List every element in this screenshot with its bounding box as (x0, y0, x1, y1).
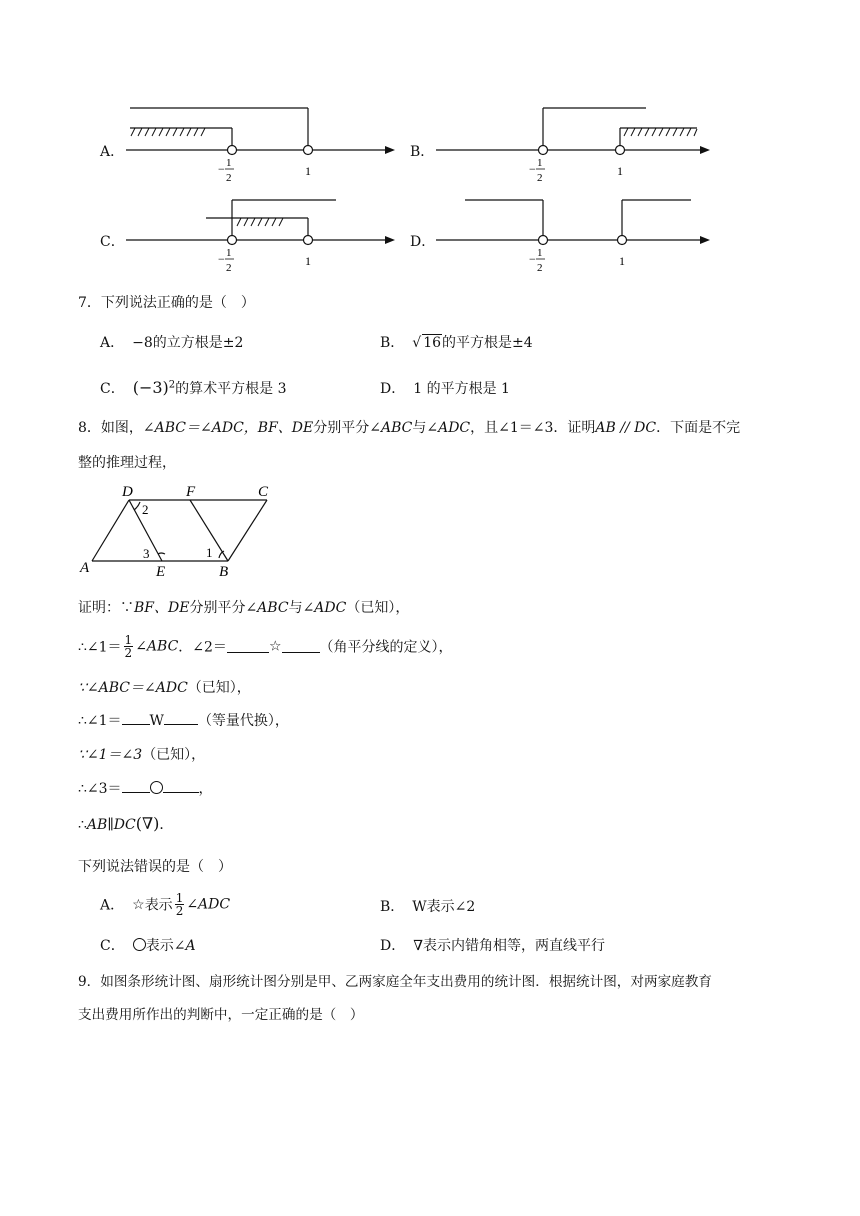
svg-text:2: 2 (537, 262, 543, 274)
number-line-figures (0, 0, 860, 280)
fraction-num: 1 (124, 633, 133, 647)
proof-line-6 (78, 778, 213, 798)
q8-b-label: B． (380, 899, 405, 915)
proof-line-2 (78, 634, 453, 659)
label-c: C (258, 484, 269, 500)
q8-given: ，且∠1＝∠3．证明 (470, 420, 596, 436)
q7-option-b (380, 332, 533, 352)
q8-option-d (380, 935, 605, 955)
q8-angle-abc: ∠ABC (369, 420, 413, 436)
q7-d-label: D． (380, 381, 406, 397)
number-line-d (436, 200, 710, 274)
q7-stem: 7．下列说法正确的是（ ） (78, 295, 255, 311)
blank-2a (227, 640, 269, 653)
q8-stem-tail: ．下面是不完 (656, 420, 741, 436)
q8-a-angle: ∠ADC (186, 896, 231, 913)
tick-a-half-num: 1 (226, 157, 232, 169)
label-f: F (186, 484, 196, 500)
option-c-label: C． (100, 234, 125, 250)
q8-prove-target: AB // DC (595, 420, 657, 436)
svg-text:1: 1 (537, 247, 543, 259)
proof-2-prefix: ∴∠1＝ (78, 639, 122, 656)
q9-line-2: 支出费用所作出的判断中，一定正确的是（ ） (78, 1007, 364, 1023)
label-b: B (219, 564, 229, 580)
circle-symbol-icon (150, 781, 163, 794)
number-line-b (436, 108, 710, 184)
q8-option-a (100, 892, 230, 917)
proof-6-prefix: ∴∠3＝ (78, 781, 122, 797)
proof-7-suffix: ． (159, 817, 174, 833)
q8-d-text: ∇表示内错角相等，两直线平行 (413, 938, 606, 954)
w-symbol: W (149, 713, 164, 729)
q8-bisect-word: 分别平分 (313, 420, 370, 436)
svg-text:−: − (218, 162, 225, 176)
star-symbol: ☆ (268, 638, 282, 655)
tick-a-one: 1 (305, 164, 311, 178)
q8-stem-line1 (78, 417, 740, 437)
proof-line-4 (78, 710, 289, 730)
proof-line-7 (78, 814, 173, 834)
q8-question: 下列说法错误的是（ ） (78, 859, 232, 875)
option-d-label: D． (410, 234, 436, 250)
svg-text:−: − (529, 162, 536, 176)
svg-text:1: 1 (619, 254, 625, 268)
label-angle-1: 1 (206, 545, 213, 560)
q8-a-text: 表示 (144, 897, 173, 914)
proof-1-suffix: （已知）， (346, 600, 410, 616)
q7-option-d (380, 378, 510, 398)
number-line-a (126, 108, 395, 184)
option-a-label: A． (100, 144, 125, 160)
svg-text:2: 2 (537, 172, 543, 184)
q8-and-word: 与 (412, 420, 427, 436)
blank-6b (163, 780, 199, 793)
svg-text:1: 1 (617, 164, 623, 178)
proof-line-5 (78, 744, 205, 764)
q8-option-b (380, 896, 475, 916)
proof-1-prefix: 证明：∵ (78, 600, 134, 616)
label-e: E (156, 564, 166, 580)
blank-4a (122, 712, 150, 725)
q8-a-frac-num: 1 (175, 891, 184, 905)
q8-a-frac-den: 2 (175, 904, 184, 918)
q8-c-text: 表示∠ (145, 938, 186, 954)
q7-c-text: 的算术平方根是 3 (175, 381, 287, 397)
q7-c-exp: 2 (168, 379, 176, 391)
sqrt-sign-icon: √ (412, 335, 422, 351)
svg-text:1: 1 (226, 247, 232, 259)
label-d: D (122, 484, 133, 500)
q8-angle-adc: ∠ADC (426, 420, 471, 436)
svg-text:1: 1 (305, 254, 311, 268)
q8-a-star: ☆ (132, 896, 145, 913)
blank-4b (164, 712, 198, 725)
proof-4-prefix: ∴∠1＝ (78, 713, 122, 729)
proof-7-math: AB∥DC (86, 817, 136, 833)
q7-a-text: −8的立方根是±2 (132, 335, 244, 351)
blank-2b (282, 640, 320, 653)
q7-d-text: 1 的平方根是 1 (413, 381, 510, 397)
q8-condition: ∠ABC＝∠ADC，BF、DE (142, 420, 314, 436)
q7-b-radicand: 16 (423, 335, 442, 351)
proof-4-suffix: （等量代换）， (197, 713, 289, 729)
label-angle-2: 2 (142, 502, 149, 517)
q7-c-base: (−3) (132, 378, 169, 397)
q8-d-label: D． (380, 938, 406, 954)
q7-c-label: C． (100, 381, 125, 397)
q8-parallelogram-figure (70, 480, 290, 580)
q8-a-label: A． (100, 897, 125, 914)
q8-option-c (100, 935, 196, 955)
proof-1-angle2: ∠ADC (302, 600, 347, 616)
fraction-half (124, 634, 134, 659)
proof-1-mid: 分别平分 (189, 600, 246, 616)
proof-2-angle: ∠ABC (135, 638, 179, 655)
nabla-symbol: (∇) (135, 814, 160, 833)
q7-a-label: A． (100, 335, 125, 351)
q7-b-text: 的平方根是±4 (442, 335, 533, 351)
number-line-c (126, 200, 395, 274)
q8-c-circle-icon (133, 938, 146, 951)
proof-line-1 (78, 597, 409, 617)
q7-option-c (100, 378, 287, 398)
option-b-label: B． (410, 144, 435, 160)
proof-7-prefix: ∴ (78, 817, 87, 833)
q7-b-label: B． (380, 335, 405, 351)
blank-6a (122, 780, 150, 793)
proof-1-and: 与 (288, 600, 303, 616)
q9-line-1: 9．如图条形统计图、扇形统计图分别是甲、乙两家庭全年支出费用的统计图．根据统计图，对两家庭教育 (78, 974, 712, 990)
q8-a-fraction (175, 892, 185, 917)
proof-5-suffix: （已知）， (142, 747, 206, 763)
label-angle-3: 3 (143, 546, 150, 561)
proof-line-3 (78, 677, 251, 697)
proof-3-suffix: （已知）， (187, 680, 251, 696)
proof-3-text: ∵∠ABC＝∠ADC (78, 680, 188, 696)
proof-6-suffix: ， (198, 781, 213, 797)
q8-number: 8．如图， (78, 420, 143, 436)
svg-text:2: 2 (226, 172, 232, 184)
proof-2-mid: ．∠2＝ (178, 639, 227, 656)
proof-2-suffix: （角平分线的定义）， (319, 639, 453, 656)
proof-5-text: ∵∠1＝∠3 (78, 747, 143, 763)
svg-text:−: − (529, 252, 536, 266)
proof-1-math: BF、DE (134, 600, 190, 616)
q8-c-label: C． (100, 938, 125, 954)
svg-text:1: 1 (537, 157, 543, 169)
svg-text:−: − (218, 252, 225, 266)
q8-c-angle: A (185, 938, 196, 954)
proof-1-angle1: ∠ABC (245, 600, 289, 616)
q8-b-text: W表示∠2 (412, 899, 476, 915)
label-a: A (80, 560, 90, 576)
q8-stem-line2: 整的推理过程， (78, 455, 176, 471)
q7-option-a (100, 332, 243, 352)
svg-text:2: 2 (226, 262, 232, 274)
fraction-den: 2 (124, 646, 133, 660)
